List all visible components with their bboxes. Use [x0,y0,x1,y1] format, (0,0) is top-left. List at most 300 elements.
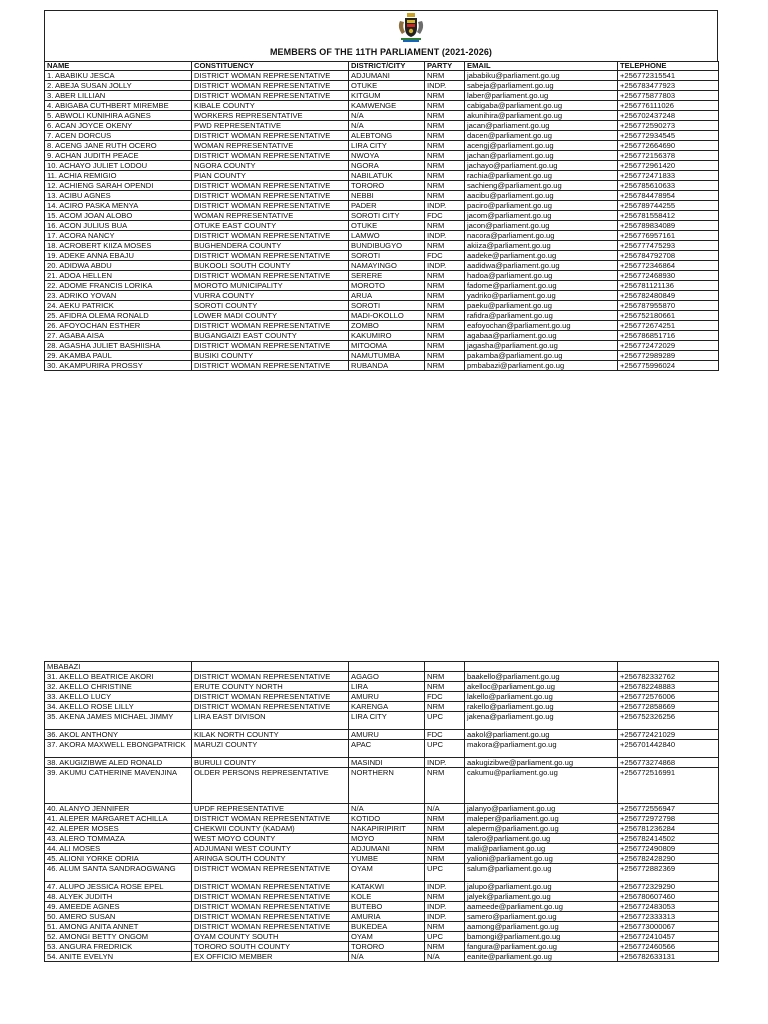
party-cell: UPC [425,864,465,882]
table-row [45,241,719,251]
constituency-cell: DISTRICT WOMAN REPRESENTATIVE [192,71,349,81]
district-cell: KITGUM [349,91,425,101]
constituency-cell: DISTRICT WOMAN REPRESENTATIVE [192,672,349,682]
email-cell: eafoyochan@parliament.go.ug [465,321,618,331]
telephone-cell: +256781558412 [618,211,719,221]
email-cell: rafidra@parliament.go.ug [465,311,618,321]
name-cell: 12. ACHIENG SARAH OPENDI [45,181,192,191]
table-row [45,702,719,712]
party-cell: NRM [425,844,465,854]
email-cell: aadeke@parliament.go.ug [465,251,618,261]
email-cell: mali@parliament.go.ug [465,844,618,854]
party-cell: NRM [425,91,465,101]
constituency-cell: DISTRICT WOMAN REPRESENTATIVE [192,321,349,331]
telephone-cell: +256781236284 [618,824,719,834]
district-cell: BUNDIBUGYO [349,241,425,251]
email-cell: baakello@parliament.go.ug [465,672,618,682]
coat-of-arms-icon [397,13,425,43]
district-cell: MOYO [349,834,425,844]
party-cell: NRM [425,281,465,291]
party-cell: NRM [425,854,465,864]
party-cell: NRM [425,191,465,201]
email-cell: jacon@parliament.go.ug [465,221,618,231]
email-cell: akelloc@parliament.go.ug [465,682,618,692]
constituency-cell: BUKOOLI SOUTH COUNTY [192,261,349,271]
email-cell: cabigaba@parliament.go.ug [465,101,618,111]
table-row [45,231,719,241]
district-cell: KOLE [349,892,425,902]
table-row [45,922,719,932]
name-cell: 32. AKELLO CHRISTINE [45,682,192,692]
table-row [45,291,719,301]
name-cell: 20. ADIDWA ABDU [45,261,192,271]
table-row [45,81,719,91]
email-cell: talero@parliament.go.ug [465,834,618,844]
name-cell: 26. AFOYOCHAN ESTHER [45,321,192,331]
telephone-cell: +256702437248 [618,111,719,121]
table-row [45,301,719,311]
constituency-cell: DISTRICT WOMAN REPRESENTATIVE [192,882,349,892]
telephone-cell: +256772664690 [618,141,719,151]
constituency-cell: DISTRICT WOMAN REPRESENTATIVE [192,361,349,371]
district-cell: LIRA CITY [349,141,425,151]
district-cell: N/A [349,121,425,131]
constituency-cell: EX OFFICIO MEMBER [192,952,349,962]
table-row [45,221,719,231]
district-cell: TORORO [349,942,425,952]
email-cell: jachayo@parliament.go.ug [465,161,618,171]
table-row [45,191,719,201]
constituency-cell: CHEKWII COUNTY (KADAM) [192,824,349,834]
email-cell: agabaa@parliament.go.ug [465,331,618,341]
constituency-cell: PWD REPRESENTATIVE [192,121,349,131]
table-row [45,151,719,161]
constituency-cell: BUGHENDERA COUNTY [192,241,349,251]
name-cell: 50. AMERO SUSAN [45,912,192,922]
party-cell: NRM [425,892,465,902]
constituency-cell: DISTRICT WOMAN REPRESENTATIVE [192,191,349,201]
district-cell: AMURU [349,730,425,740]
email-cell: aleperm@parliament.go.ug [465,824,618,834]
telephone-cell: +256789834089 [618,221,719,231]
telephone-cell: +256772590273 [618,121,719,131]
party-cell: NRM [425,824,465,834]
constituency-cell: KILAK NORTH COUNTY [192,730,349,740]
telephone-cell: +256772315541 [618,71,719,81]
page-2 [44,661,718,962]
party-cell: NRM [425,131,465,141]
column-header: EMAIL [465,62,618,71]
table-row [45,361,719,371]
email-cell: jacan@parliament.go.ug [465,121,618,131]
constituency-cell: DISTRICT WOMAN REPRESENTATIVE [192,814,349,824]
district-cell: ADJUMANI [349,844,425,854]
district-cell: OTUKE [349,221,425,231]
party-cell: INDP. [425,902,465,912]
table-row [45,804,719,814]
email-cell: bamongi@parliament.go.ug [465,932,618,942]
district-cell: KAKUMIRO [349,331,425,341]
party-cell: NRM [425,151,465,161]
table-row [45,211,719,221]
constituency-cell: DISTRICT WOMAN REPRESENTATIVE [192,151,349,161]
name-cell: 18. ACROBERT KIIZA MOSES [45,241,192,251]
district-cell: NAKAPIRIPIRIT [349,824,425,834]
party-cell [425,662,465,672]
district-cell: NGORA [349,161,425,171]
telephone-cell: +256776111026 [618,101,719,111]
party-cell: NRM [425,301,465,311]
telephone-cell: +256772934545 [618,131,719,141]
name-cell: 42. ALEPER MOSES [45,824,192,834]
district-cell: KARENGA [349,702,425,712]
district-cell: BUTEBO [349,902,425,912]
name-cell: 52. AMONGI BETTY ONGOM [45,932,192,942]
telephone-cell: +256784792708 [618,251,719,261]
district-cell: N/A [349,111,425,121]
email-cell: lakello@parliament.go.ug [465,692,618,702]
name-cell: 14. ACIRO PASKA MENYA [45,201,192,211]
email-cell: pakamba@parliament.go.ug [465,351,618,361]
name-cell: 10. ACHAYO JULIET LODOU [45,161,192,171]
table-row [45,281,719,291]
name-cell: 40. ALANYO JENNIFER [45,804,192,814]
telephone-cell: +256782248883 [618,682,719,692]
table-row [45,902,719,912]
party-cell: UPC [425,740,465,758]
district-cell: LIRA CITY [349,712,425,730]
telephone-cell: +256773000067 [618,922,719,932]
name-cell: 23. ADRIKO YOVAN [45,291,192,301]
party-cell: INDP. [425,758,465,768]
constituency-cell: ERUTE COUNTY NORTH [192,682,349,692]
district-cell: KOTIDO [349,814,425,824]
constituency-cell: TORORO SOUTH COUNTY [192,942,349,952]
party-cell: INDP. [425,231,465,241]
telephone-cell: +256784478954 [618,191,719,201]
constituency-cell: DISTRICT WOMAN REPRESENTATIVE [192,251,349,261]
table-row [45,91,719,101]
district-cell: SOROTI [349,251,425,261]
table-header-row [45,62,719,71]
constituency-cell: DISTRICT WOMAN REPRESENTATIVE [192,692,349,702]
telephone-cell: +256772490809 [618,844,719,854]
telephone-cell: +256772472029 [618,341,719,351]
constituency-cell: DISTRICT WOMAN REPRESENTATIVE [192,922,349,932]
name-cell: 4. ABIGABA CUTHBERT MIREMBE [45,101,192,111]
telephone-cell: +256787955870 [618,301,719,311]
column-header: PARTY [425,62,465,71]
telephone-cell: +256789744255 [618,201,719,211]
document-title: MEMBERS OF THE 11TH PARLIAMENT (2021-2026) [269,47,493,57]
district-cell: NEBBI [349,191,425,201]
email-cell: sabeja@parliament.go.ug [465,81,618,91]
name-cell: 6. ACAN JOYCE OKENY [45,121,192,131]
constituency-cell: DISTRICT WOMAN REPRESENTATIVE [192,131,349,141]
telephone-cell: +256772858669 [618,702,719,712]
party-cell: NRM [425,768,465,804]
table-row [45,321,719,331]
district-cell: PADER [349,201,425,211]
name-cell: 37. AKORA MAXWELL EBONGPATRICK [45,740,192,758]
district-cell: MITOOMA [349,341,425,351]
email-cell: nacora@parliament.go.ug [465,231,618,241]
table-row [45,351,719,361]
party-cell: NRM [425,922,465,932]
constituency-cell: DISTRICT WOMAN REPRESENTATIVE [192,181,349,191]
constituency-cell: UPDF REPRESENTATIVE [192,804,349,814]
district-cell: MOROTO [349,281,425,291]
email-cell: aamong@parliament.go.ug [465,922,618,932]
constituency-cell: DISTRICT WOMAN REPRESENTATIVE [192,231,349,241]
name-cell: 9. ACHAN JUDITH PEACE [45,151,192,161]
email-cell: yalioni@parliament.go.ug [465,854,618,864]
party-cell: NRM [425,331,465,341]
email-cell: sachieng@parliament.go.ug [465,181,618,191]
table-row [45,111,719,121]
name-cell: 31. AKELLO BEATRICE AKORI [45,672,192,682]
table-row [45,768,719,804]
constituency-cell: DISTRICT WOMAN REPRESENTATIVE [192,912,349,922]
district-cell: NAMUTUMBA [349,351,425,361]
district-cell: N/A [349,952,425,962]
district-cell: OYAM [349,932,425,942]
telephone-cell: +256752180661 [618,311,719,321]
table-row [45,672,719,682]
email-cell: cakumu@parliament.go.ug [465,768,618,804]
email-cell: makora@parliament.go.ug [465,740,618,758]
telephone-cell: +256775996024 [618,361,719,371]
telephone-cell: +256781121136 [618,281,719,291]
name-cell: 48. ALYEK JUDITH [45,892,192,902]
party-cell: NRM [425,111,465,121]
name-cell: 49. AMEEDE AGNES [45,902,192,912]
email-cell: akiiza@parliament.go.ug [465,241,618,251]
district-cell: SOROTI [349,301,425,311]
telephone-cell: +256783477923 [618,81,719,91]
constituency-cell: DISTRICT WOMAN REPRESENTATIVE [192,81,349,91]
name-cell: 34. AKELLO ROSE LILLY [45,702,192,712]
telephone-cell: +256701442840 [618,740,719,758]
constituency-cell: BUSIKI COUNTY [192,351,349,361]
telephone-cell: +256772961420 [618,161,719,171]
party-cell: FDC [425,211,465,221]
name-cell: 27. AGABA AISA [45,331,192,341]
district-cell: NABILATUK [349,171,425,181]
email-cell: aadidwa@parliament.go.ug [465,261,618,271]
district-cell: LAMWO [349,231,425,241]
name-cell: 8. ACENG JANE RUTH OCERO [45,141,192,151]
district-cell: N/A [349,804,425,814]
name-cell: 46. ALUM SANTA SANDRAOGWANG [45,864,192,882]
email-cell: hadoa@parliament.go.ug [465,271,618,281]
district-cell: LIRA [349,682,425,692]
name-cell: 24. AEKU PATRICK [45,301,192,311]
table-row [45,131,719,141]
party-cell: NRM [425,361,465,371]
email-cell: fangura@parliament.go.ug [465,942,618,952]
email-cell [465,662,618,672]
party-cell: NRM [425,141,465,151]
table-row [45,662,719,672]
email-cell: laber@parliament.go.ug [465,91,618,101]
district-cell: SERERE [349,271,425,281]
district-cell: TORORO [349,181,425,191]
party-cell: NRM [425,71,465,81]
constituency-cell: DISTRICT WOMAN REPRESENTATIVE [192,341,349,351]
email-cell: pmbabazi@parliament.go.ug [465,361,618,371]
party-cell: NRM [425,341,465,351]
table-row [45,171,719,181]
name-cell: 25. AFIDRA OLEMA RONALD [45,311,192,321]
email-cell: akunihira@parliament.go.ug [465,111,618,121]
district-cell: NWOYA [349,151,425,161]
party-cell: NRM [425,834,465,844]
district-cell: OTUKE [349,81,425,91]
constituency-cell: DISTRICT WOMAN REPRESENTATIVE [192,892,349,902]
name-cell: 7. ACEN DORCUS [45,131,192,141]
district-cell: AGAGO [349,672,425,682]
constituency-cell: DISTRICT WOMAN REPRESENTATIVE [192,864,349,882]
name-cell: 13. ACIBU AGNES [45,191,192,201]
party-cell: NRM [425,672,465,682]
constituency-cell: ARINGA SOUTH COUNTY [192,854,349,864]
constituency-cell [192,662,349,672]
email-cell: jalyek@parliament.go.ug [465,892,618,902]
constituency-cell: SOROTI COUNTY [192,301,349,311]
party-cell: N/A [425,804,465,814]
email-cell: aameede@parliament.go.ug [465,902,618,912]
district-cell: MADI-OKOLLO [349,311,425,321]
table-row [45,740,719,758]
name-cell: 44. ALI MOSES [45,844,192,854]
email-cell: jalupo@parliament.go.ug [465,882,618,892]
party-cell: INDP. [425,201,465,211]
telephone-cell: +256782414502 [618,834,719,844]
column-header: CONSTITUENCY [192,62,349,71]
party-cell: INDP. [425,261,465,271]
district-cell: SOROTI CITY [349,211,425,221]
table-row [45,952,719,962]
telephone-cell: +256772576006 [618,692,719,702]
table-row [45,692,719,702]
constituency-cell: KIBALE COUNTY [192,101,349,111]
table-row [45,864,719,882]
constituency-cell: WEST MOYO COUNTY [192,834,349,844]
email-cell: maleper@parliament.go.ug [465,814,618,824]
document-header [44,10,718,61]
name-cell: 15. ACOM JOAN ALOBO [45,211,192,221]
name-cell: 5. ABWOLI KUNIHIRA AGNES [45,111,192,121]
email-cell: acengj@parliament.go.ug [465,141,618,151]
constituency-cell: MARUZI COUNTY [192,740,349,758]
district-cell: NAMAYINGO [349,261,425,271]
name-cell: 3. ABER LILLIAN [45,91,192,101]
name-cell: 38. AKUGIZIBWE ALED RONALD [45,758,192,768]
constituency-cell: VURRA COUNTY [192,291,349,301]
table-row [45,682,719,692]
column-header: NAME [45,62,192,71]
district-cell: YUMBE [349,854,425,864]
name-cell: 29. AKAMBA PAUL [45,351,192,361]
table-row [45,814,719,824]
constituency-cell: LOWER MADI COUNTY [192,311,349,321]
party-cell: INDP. [425,912,465,922]
telephone-cell: +256782332762 [618,672,719,682]
telephone-cell: +256772471833 [618,171,719,181]
constituency-cell: DISTRICT WOMAN REPRESENTATIVE [192,902,349,912]
telephone-cell: +256772882369 [618,864,719,882]
party-cell: NRM [425,321,465,331]
table-row [45,854,719,864]
email-cell: jalanyo@parliament.go.ug [465,804,618,814]
constituency-cell: ADJUMANI WEST COUNTY [192,844,349,854]
party-cell: NRM [425,311,465,321]
district-cell: KATAKWI [349,882,425,892]
table-row [45,932,719,942]
district-cell: AMURIA [349,912,425,922]
district-cell: ZOMBO [349,321,425,331]
telephone-cell: +256772346864 [618,261,719,271]
email-cell: jachan@parliament.go.ug [465,151,618,161]
telephone-cell: +256772410457 [618,932,719,942]
email-cell: fadome@parliament.go.ug [465,281,618,291]
constituency-cell: DISTRICT WOMAN REPRESENTATIVE [192,271,349,281]
party-cell: NRM [425,161,465,171]
party-cell: NRM [425,101,465,111]
district-cell: MASINDI [349,758,425,768]
email-cell: paeku@parliament.go.ug [465,301,618,311]
party-cell: FDC [425,730,465,740]
name-cell: 47. ALUPO JESSICA ROSE EPEL [45,882,192,892]
telephone-cell: +256772460566 [618,942,719,952]
constituency-cell: WOMAN REPRESENTATIVE [192,211,349,221]
party-cell: INDP. [425,882,465,892]
telephone-cell: +256772421029 [618,730,719,740]
table-row [45,261,719,271]
email-cell: rachia@parliament.go.ug [465,171,618,181]
table-row [45,331,719,341]
name-cell: 53. ANGURA FREDRICK [45,942,192,952]
table-row [45,712,719,730]
table-row [45,844,719,854]
table-row [45,101,719,111]
table-row [45,141,719,151]
party-cell: FDC [425,251,465,261]
telephone-cell: +256782480849 [618,291,719,301]
telephone-cell: +256752326256 [618,712,719,730]
telephone-cell: +256772989289 [618,351,719,361]
district-cell: ARUA [349,291,425,301]
table-row [45,758,719,768]
email-cell: jababiku@parliament.go.ug [465,71,618,81]
party-cell: NRM [425,351,465,361]
table-row [45,71,719,81]
party-cell: N/A [425,952,465,962]
name-cell: 35. AKENA JAMES MICHAEL JIMMY [45,712,192,730]
district-cell: RUBANDA [349,361,425,371]
table-row [45,882,719,892]
telephone-cell: +256772972798 [618,814,719,824]
district-cell: KAMWENGE [349,101,425,111]
name-cell: 19. ADEKE ANNA EBAJU [45,251,192,261]
telephone-cell: +256772674251 [618,321,719,331]
email-cell: yadriko@parliament.go.ug [465,291,618,301]
name-cell: 39. AKUMU CATHERINE MAVENJINA [45,768,192,804]
party-cell: NRM [425,121,465,131]
table-row [45,834,719,844]
email-cell: rakello@parliament.go.ug [465,702,618,712]
